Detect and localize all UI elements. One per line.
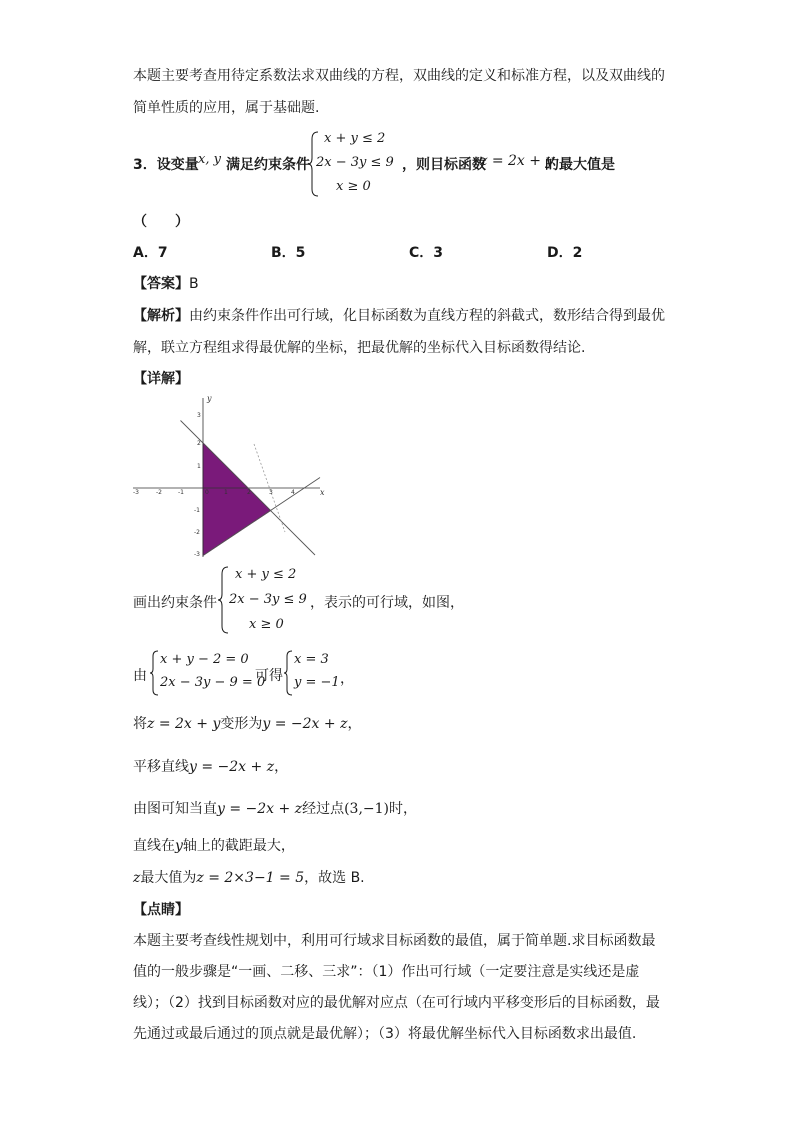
system-line-2: 2x − 3y ≤ 9	[316, 155, 394, 170]
question-number: 3．设变量	[133, 157, 199, 173]
condition-label: 满足约束条件	[226, 157, 310, 173]
draw-prefix: 画出约束条件	[133, 595, 217, 611]
detail-system-line-3: x ≥ 0	[249, 617, 284, 632]
system-line-3: x ≥ 0	[336, 179, 371, 194]
note-line-4: 先通过或最后通过的顶点就是最优解）；（3）将最优解坐标代入目标函数求出最值.	[133, 1026, 637, 1042]
step-1: 将z = 2x + y变形为y = −2x + z，	[133, 716, 362, 732]
answer-value: B	[189, 276, 199, 292]
y-tick-neg3: -3	[194, 551, 200, 558]
sol-line-2: y = −1	[294, 675, 340, 690]
x-tick-neg3: -3	[133, 489, 139, 496]
eq-line-1: x + y − 2 = 0	[160, 652, 249, 667]
x-tick-2: 2	[247, 489, 251, 496]
y-tick-neg1: -1	[194, 507, 200, 514]
x-tick-neg1: -1	[178, 489, 184, 496]
x-tick-3: 3	[269, 489, 273, 496]
get-text: 可得	[255, 668, 283, 684]
question-vars: x, y	[198, 152, 221, 167]
detail-system-line-1: x + y ≤ 2	[235, 567, 297, 582]
by-text: 由	[133, 668, 147, 684]
answer-parens: （ ）	[133, 214, 189, 230]
objective-function: z = 2x + y	[480, 153, 554, 169]
analysis-line-1: 【解析】由约束条件作出可行域，化目标函数为直线方程的斜截式，数形结合得到最优	[133, 308, 665, 324]
intro-line-1: 本题主要考查用待定系数法求双曲线的方程，双曲线的定义和标准方程，以及双曲线的	[133, 68, 665, 84]
y-tick-1: 1	[197, 463, 201, 470]
note-line-1: 本题主要考查线性规划中，利用可行域求目标函数的最值，属于简单题.求目标函数最	[133, 933, 656, 949]
step-5: z最大值为z = 2×3−1 = 5，故选 B.	[133, 870, 365, 886]
eq-line-2: 2x − 3y − 9 = 0	[160, 675, 266, 690]
detail-system-line-2: 2x − 3y ≤ 9	[229, 592, 307, 607]
left-brace-icon	[150, 650, 159, 696]
x-tick-1: 1	[224, 489, 228, 496]
note-line-3: 线）；（2）找到目标函数对应的最优解对应点（在可行域内平移变形后的目标函数，最	[133, 995, 660, 1011]
y-axis-label: y	[207, 394, 212, 403]
step-2: 平移直线y = −2x + z，	[133, 759, 289, 775]
analysis-line-2: 解，联立方程组求得最优解的坐标，把最优解的坐标代入目标函数得结论.	[133, 340, 586, 356]
y-tick-2: 2	[197, 440, 201, 447]
intro-line-2: 简单性质的应用，属于基础题.	[133, 100, 320, 116]
sol-line-1: x = 3	[294, 652, 329, 667]
system-line-1: x + y ≤ 2	[324, 131, 386, 146]
y-tick-neg2: -2	[194, 529, 200, 536]
option-a: A．7	[133, 245, 168, 261]
option-b: B．5	[271, 245, 306, 261]
question-suffix: 的最大值是	[545, 157, 615, 173]
analysis-label: 【解析】	[133, 308, 189, 324]
left-brace-icon	[284, 650, 293, 696]
x-tick-neg2: -2	[156, 489, 162, 496]
feasible-region-graph	[125, 392, 335, 562]
note-line-2: 值的一般步骤是“一画、二移、三求”：（1）作出可行域（一定要注意是实线还是虚	[133, 964, 640, 980]
x-tick-0: 0	[205, 489, 209, 496]
note-label: 【点睛】	[133, 902, 189, 918]
x-tick-4: 4	[291, 489, 295, 496]
step-4: 直线在y轴上的截距最大，	[133, 838, 295, 854]
answer-label: 【答案】	[133, 276, 189, 292]
option-c: C．3	[409, 245, 444, 261]
x-axis-label: x	[320, 488, 325, 497]
objective-prefix: ，则目标函数	[402, 157, 486, 173]
feasible-region	[203, 443, 271, 556]
option-d: D．2	[547, 245, 583, 261]
detail-label: 【详解】	[133, 371, 189, 387]
draw-suffix: ，表示的可行域，如图，	[310, 595, 464, 611]
sol-end: ，	[340, 671, 354, 687]
y-tick-3: 3	[197, 412, 201, 419]
step-3: 由图可知当直y = −2x + z经过点(3,−1)时，	[133, 801, 418, 817]
answer-line	[133, 274, 199, 294]
